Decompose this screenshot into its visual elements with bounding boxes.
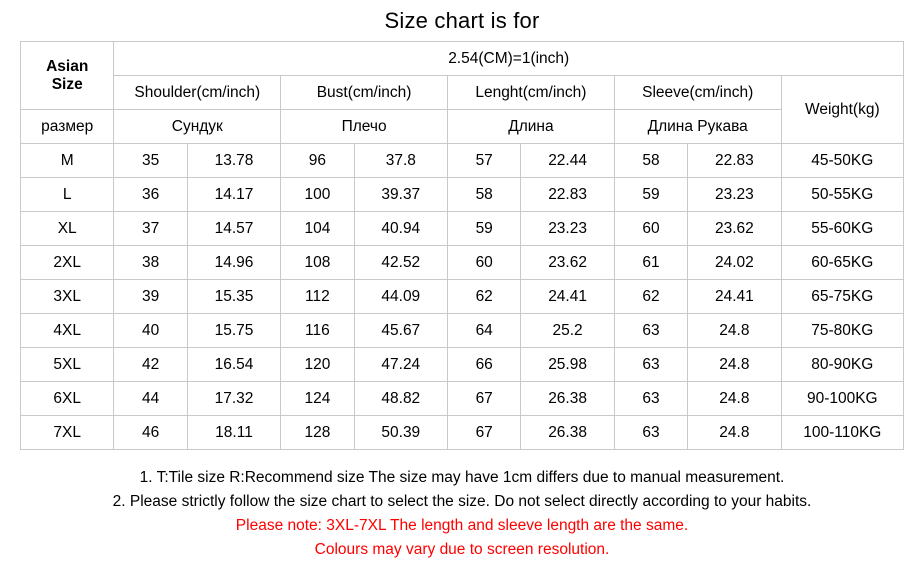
cell-length-cm: 66 [448, 348, 521, 382]
header-col-shoulder: Shoulder(cm/inch) [114, 76, 281, 110]
header-asian-size [21, 42, 114, 110]
table-row [21, 416, 904, 450]
cell-weight: 45-50KG [781, 144, 903, 178]
note-line-2: 2. Please strictly follow the size chart to select the size. Do not select directly according to your habits. [112, 493, 812, 511]
table-row [21, 212, 904, 246]
table-header-row-russian [21, 110, 904, 144]
cell-bust-in: 50.39 [354, 416, 447, 450]
table-row [21, 246, 904, 280]
size-chart-table [20, 41, 904, 450]
note-red-2: Colours may vary due to screen resolution. [314, 541, 610, 559]
cell-shoulder-in: 14.57 [187, 212, 280, 246]
cell-size: 7XL [21, 416, 114, 450]
cell-shoulder-in: 14.17 [187, 178, 280, 212]
cell-bust-cm: 128 [281, 416, 354, 450]
cell-bust-cm: 116 [281, 314, 354, 348]
cell-shoulder-cm: 36 [114, 178, 187, 212]
page-title: Size chart is for [384, 8, 540, 33]
cell-sleeve-in: 24.8 [688, 382, 781, 416]
cell-sleeve-in: 24.41 [688, 280, 781, 314]
cell-shoulder-in: 13.78 [187, 144, 280, 178]
cell-sleeve-in: 24.8 [688, 416, 781, 450]
cell-sleeve-cm: 58 [614, 144, 687, 178]
cell-length-cm: 59 [448, 212, 521, 246]
cell-weight: 55-60KG [781, 212, 903, 246]
cell-weight: 60-65KG [781, 246, 903, 280]
cell-sleeve-cm: 61 [614, 246, 687, 280]
cell-weight: 80-90KG [781, 348, 903, 382]
cell-size: 6XL [21, 382, 114, 416]
cell-bust-in: 47.24 [354, 348, 447, 382]
cell-sleeve-in: 23.23 [688, 178, 781, 212]
cell-sleeve-in: 23.62 [688, 212, 781, 246]
cell-weight: 75-80KG [781, 314, 903, 348]
header-ru-length: Длина [448, 110, 615, 144]
cell-shoulder-cm: 42 [114, 348, 187, 382]
header-ru-size: размер [21, 110, 114, 144]
header-col-weight: Weight(kg) [781, 76, 903, 144]
cell-size: 3XL [21, 280, 114, 314]
cell-bust-in: 42.52 [354, 246, 447, 280]
cell-weight: 65-75KG [781, 280, 903, 314]
notes-section [0, 466, 924, 562]
cell-weight: 90-100KG [781, 382, 903, 416]
table-row [21, 348, 904, 382]
cell-length-cm: 57 [448, 144, 521, 178]
cell-size: 5XL [21, 348, 114, 382]
cell-bust-cm: 112 [281, 280, 354, 314]
cell-shoulder-in: 18.11 [187, 416, 280, 450]
table-header-row-1 [21, 42, 904, 76]
cell-shoulder-in: 16.54 [187, 348, 280, 382]
cell-sleeve-cm: 63 [614, 314, 687, 348]
cell-bust-in: 44.09 [354, 280, 447, 314]
cell-sleeve-cm: 63 [614, 416, 687, 450]
cell-bust-in: 48.82 [354, 382, 447, 416]
note-red-1: Please note: 3XL-7XL The length and sleeve length are the same. [235, 517, 689, 535]
header-asian-size-line2: Size [51, 75, 83, 93]
cell-bust-cm: 124 [281, 382, 354, 416]
note-line-1: 1. T:Tile size R:Recommend size The size may have 1cm differs due to manual measurement. [139, 469, 785, 486]
cell-shoulder-cm: 39 [114, 280, 187, 314]
cell-size: M [21, 144, 114, 178]
cell-length-cm: 58 [448, 178, 521, 212]
cell-length-cm: 60 [448, 246, 521, 280]
cell-sleeve-in: 22.83 [688, 144, 781, 178]
cell-sleeve-cm: 63 [614, 382, 687, 416]
cell-size: L [21, 178, 114, 212]
cell-bust-in: 45.67 [354, 314, 447, 348]
cell-bust-in: 37.8 [354, 144, 447, 178]
cell-bust-cm: 120 [281, 348, 354, 382]
cell-length-cm: 62 [448, 280, 521, 314]
cell-sleeve-cm: 60 [614, 212, 687, 246]
cell-length-in: 22.44 [521, 144, 614, 178]
header-ru-bust: Плечо [281, 110, 448, 144]
table-header-row-2 [21, 76, 904, 110]
cell-weight: 50-55KG [781, 178, 903, 212]
table-row [21, 382, 904, 416]
cell-shoulder-cm: 37 [114, 212, 187, 246]
cell-shoulder-in: 15.75 [187, 314, 280, 348]
cell-shoulder-cm: 44 [114, 382, 187, 416]
cell-shoulder-cm: 38 [114, 246, 187, 280]
cell-shoulder-in: 14.96 [187, 246, 280, 280]
cell-length-in: 26.38 [521, 382, 614, 416]
cell-sleeve-in: 24.02 [688, 246, 781, 280]
cell-length-in: 23.23 [521, 212, 614, 246]
cell-length-in: 26.38 [521, 416, 614, 450]
cell-sleeve-cm: 59 [614, 178, 687, 212]
cell-size: 2XL [21, 246, 114, 280]
cell-sleeve-cm: 62 [614, 280, 687, 314]
cell-bust-in: 39.37 [354, 178, 447, 212]
table-row [21, 178, 904, 212]
header-ru-sleeve: Длина Рукава [614, 110, 781, 144]
table-row [21, 280, 904, 314]
cell-length-cm: 67 [448, 416, 521, 450]
cell-length-in: 23.62 [521, 246, 614, 280]
header-asian-size-line1: Asian [46, 57, 89, 75]
cell-shoulder-in: 17.32 [187, 382, 280, 416]
cell-shoulder-cm: 46 [114, 416, 187, 450]
header-col-sleeve: Sleeve(cm/inch) [614, 76, 781, 110]
cell-weight: 100-110KG [781, 416, 903, 450]
cell-bust-cm: 108 [281, 246, 354, 280]
cell-sleeve-cm: 63 [614, 348, 687, 382]
cell-size: 4XL [21, 314, 114, 348]
table-row [21, 314, 904, 348]
cell-length-cm: 64 [448, 314, 521, 348]
cell-length-in: 24.41 [521, 280, 614, 314]
cell-bust-in: 40.94 [354, 212, 447, 246]
cell-length-in: 25.98 [521, 348, 614, 382]
header-col-bust: Bust(cm/inch) [281, 76, 448, 110]
cell-bust-cm: 100 [281, 178, 354, 212]
cell-length-in: 22.83 [521, 178, 614, 212]
cell-shoulder-cm: 40 [114, 314, 187, 348]
header-ru-shoulder: Сундук [114, 110, 281, 144]
header-conversion: 2.54(CM)=1(inch) [114, 42, 904, 76]
cell-shoulder-in: 15.35 [187, 280, 280, 314]
cell-length-cm: 67 [448, 382, 521, 416]
cell-sleeve-in: 24.8 [688, 348, 781, 382]
cell-bust-cm: 96 [281, 144, 354, 178]
cell-length-in: 25.2 [521, 314, 614, 348]
cell-size: XL [21, 212, 114, 246]
cell-shoulder-cm: 35 [114, 144, 187, 178]
cell-bust-cm: 104 [281, 212, 354, 246]
header-col-length: Lenght(cm/inch) [448, 76, 615, 110]
table-row [21, 144, 904, 178]
cell-sleeve-in: 24.8 [688, 314, 781, 348]
